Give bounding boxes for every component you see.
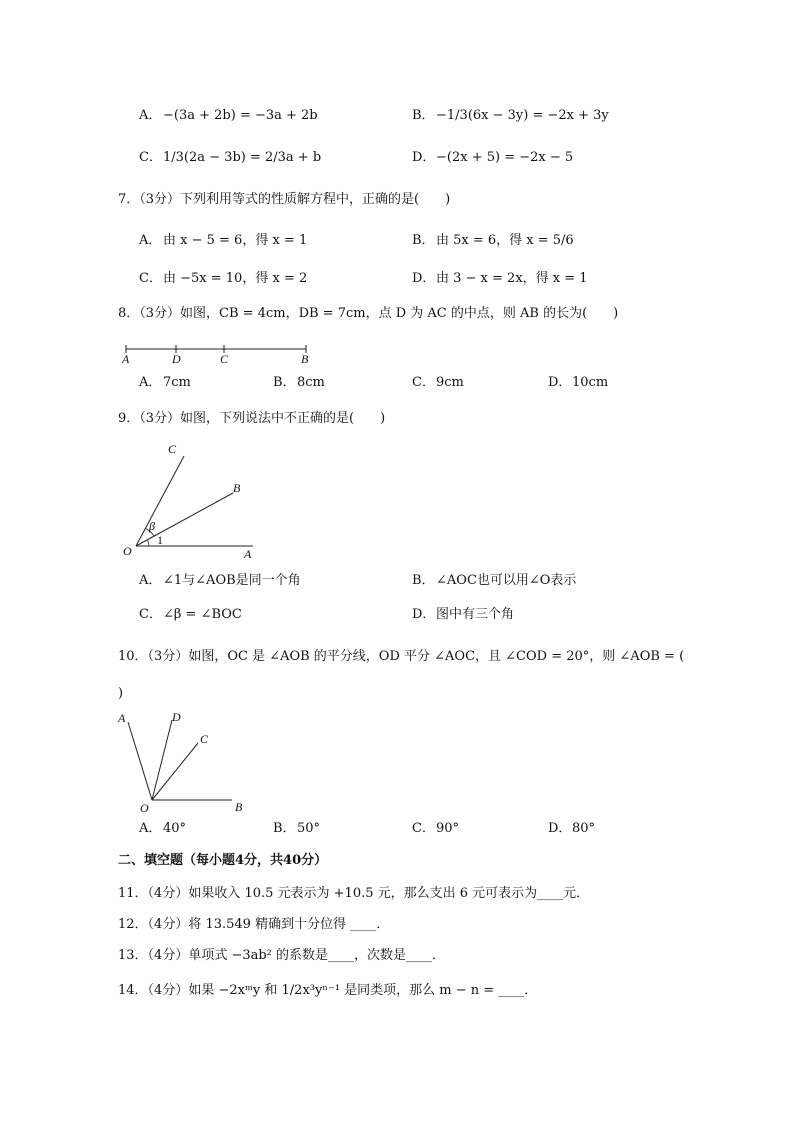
q6-option-b-label[interactable]: B． [412,108,435,123]
point-label-c: C [168,442,177,456]
q14-text: 14．（4分）如果 −2xᵐy 和 1/2x³yⁿ⁻¹ 是同类项，那么 m − n = ____． [118,983,538,998]
angle-1-arc [147,540,149,546]
q7-option-a-label[interactable]: A． [139,233,162,248]
q6-option-a-text: −(3a + 2b) = −3a + 2b [163,108,318,123]
q6-option-c-label[interactable]: C． [139,150,162,165]
q8-option-a-text: 7cm [163,375,191,390]
point-label-a: A [244,547,252,561]
q6-option-b-text: −1/3(6x − 3y) = −2x + 3y [436,108,609,123]
q7-option-b-text: 由 5x = 6，得 x = 5/6 [436,233,574,248]
angle-label-1: 1 [157,533,163,547]
q7-option-d-text: 由 3 − x = 2x，得 x = 1 [436,271,588,286]
q8-option-b-label[interactable]: B． [273,375,296,390]
point-label-b: B [301,352,309,366]
point-label-o: O [140,801,149,815]
q7-option-d-label[interactable]: D． [412,271,436,286]
point-label-o: O [123,544,132,558]
q9-option-a-text: ∠1与∠AOB是同一个角 [163,573,301,588]
point-label-b: B [233,481,241,495]
q9-stem: 9．（3分）如图，下列说法中不正确的是( ) [118,411,386,426]
q8-option-d-label[interactable]: D． [548,375,572,390]
point-label-c: C [220,352,229,366]
q10-stem-tail: ) [118,686,124,701]
q8-option-b-text: 8cm [297,375,325,390]
q10-option-b-text: 50° [297,821,321,836]
q8-segment-figure [118,340,318,366]
q10-option-b-label[interactable]: B． [273,821,296,836]
q7-option-c-text: 由 −5x = 10，得 x = 2 [163,271,308,286]
q9-option-c-label[interactable]: C． [139,607,162,622]
q6-option-d-text: −(2x + 5) = −2x − 5 [436,150,574,165]
section-2-heading: 二、填空题（每小题4分，共40分） [118,853,328,868]
q6-option-a-label[interactable]: A． [139,108,162,123]
q8-option-d-text: 10cm [572,375,609,390]
point-label-a: A [118,711,126,725]
q9-option-d-label[interactable]: D． [412,607,436,622]
q9-option-b-label[interactable]: B． [412,573,435,588]
q10-option-a-text: 40° [163,821,187,836]
q10-option-c-label[interactable]: C． [412,821,435,836]
point-label-a: A [122,352,130,366]
q10-option-c-text: 90° [436,821,460,836]
q6-option-c-text: 1/3(2a − 3b) = 2/3a + b [163,150,322,165]
q9-option-d-text: 图中有三个角 [436,607,515,622]
q10-angle-figure [114,706,254,816]
angle-label-beta: β [149,519,155,533]
q8-option-c-label[interactable]: C． [412,375,435,390]
q10-stem: 10．（3分）如图，OC 是 ∠AOB 的平分线，OD 平分 ∠AOC，且 ∠COD = 20°，则 ∠AOB = ( [118,649,685,664]
q8-stem: 8．（3分）如图，CB = 4cm，DB = 7cm，点 D 为 AC 的中点，则 AB 的长为( ) [118,306,619,321]
q7-option-c-label[interactable]: C． [139,271,162,286]
q7-option-b-label[interactable]: B． [412,233,435,248]
q12-text: 12．（4分）将 13.549 精确到十分位得 ____． [118,917,390,932]
q9-option-b-text: ∠AOC也可以用∠O表示 [436,573,577,588]
q7-option-a-text: 由 x − 5 = 6，得 x = 1 [163,233,308,248]
q10-option-d-text: 80° [572,821,596,836]
q6-option-d-label[interactable]: D． [412,150,436,165]
ray-oa [128,722,152,800]
q9-option-c-text: ∠β = ∠BOC [163,607,242,622]
q10-option-a-label[interactable]: A． [139,821,162,836]
point-label-d: D [172,352,181,366]
point-label-b: B [235,800,243,814]
q8-option-c-text: 9cm [436,375,464,390]
q8-option-a-label[interactable]: A． [139,375,162,390]
q9-option-a-label[interactable]: A． [139,573,162,588]
point-label-c: C [200,732,209,746]
q11-text: 11．（4分）如果收入 10.5 元表示为 +10.5 元，那么支出 6 元可表示为____元． [118,886,590,901]
q7-stem: 7．（3分）下列利用等式的性质解方程中，正确的是( ) [118,192,451,207]
point-label-d: D [172,710,181,724]
q9-angle-figure [118,440,268,565]
q10-option-d-label[interactable]: D． [548,821,572,836]
q13-text: 13．（4分）单项式 −3ab² 的系数是____，次数是____． [118,948,446,963]
